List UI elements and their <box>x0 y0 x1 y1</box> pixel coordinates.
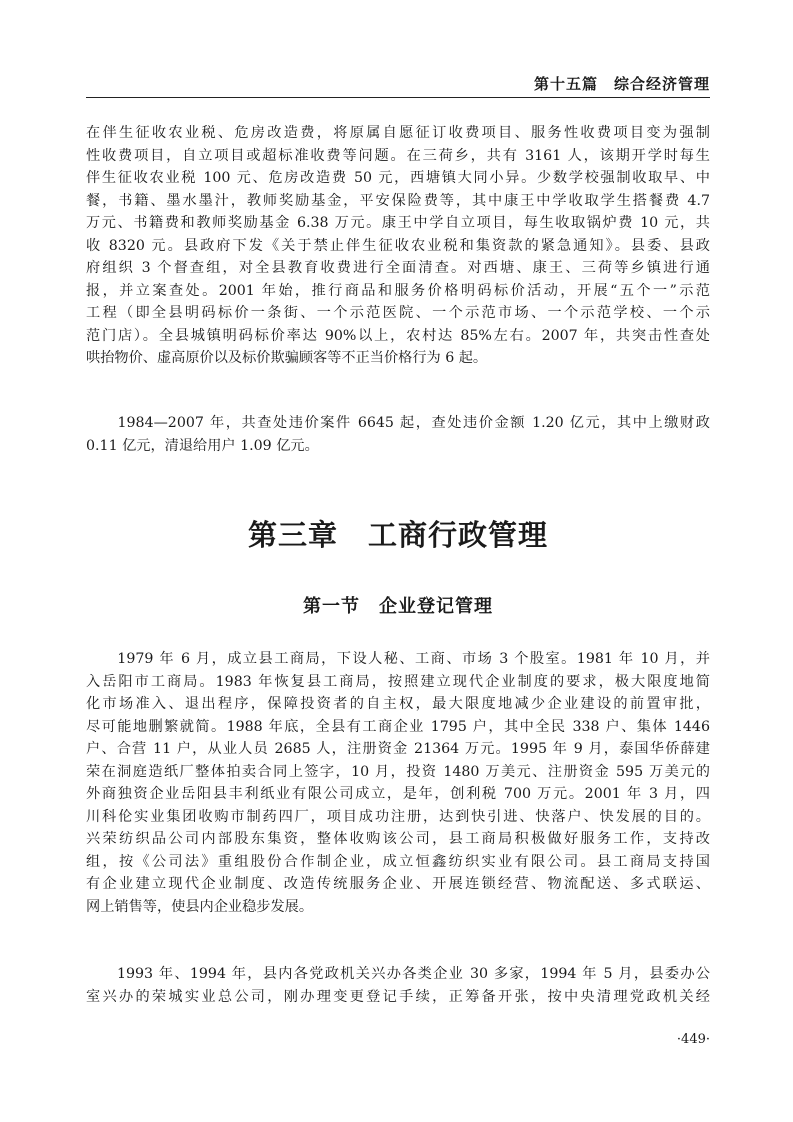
text-line: 1993 年、1994 年，县内各党政机关兴办各类企业 30 多家，1994 年 5 月，县委办公 <box>86 966 710 982</box>
text-line: 餐，书籍、墨水墨汁，教师奖励基金，平安保险费等，其中康王中学收取学生搭餐费 4.7 <box>86 192 710 209</box>
text-line: 有企业建立现代企业制度、改造传统服务企业、开展连锁经营、物流配送、多式联运、 <box>86 876 710 892</box>
text-line: 范门店）。全县城镇明码标价率达 90%以上，农村达 85%左右。2007 年，共突击性查处 <box>86 327 710 344</box>
text-line: 性收费项目，自立项目或超标准收费等问题。在三荷乡，共有 3161 人，该期开学时每生 <box>86 147 710 164</box>
text-line: 收 8320 元。县政府下发《关于禁止伴生征收农业税和集资款的紧急通知》。县委、县政 <box>86 237 710 254</box>
text-line: 组，按《公司法》重组股份合作制企业，成立恒鑫纺织实业有限公司。县工商局支持国 <box>86 853 710 870</box>
section-title: 第一节 企业登记管理 <box>303 596 493 617</box>
text-line: 1984—2007 年，共查处违价案件 6645 起，查处违价金额 1.20 亿元，其中上缴财政 <box>86 415 710 431</box>
text-line: 工程（即全县明码标价一条街、一个示范医院、一个示范市场、一个示范学校、一个示 <box>86 305 710 321</box>
text-line: 化市场准入、退出程序，保障投资者的自主权，最大限度地减少企业建设的前置审批， <box>86 696 710 712</box>
text-line: 入岳阳市工商局。1983 年恢复县工商局，按照建立现代企业制度的要求，极大限度地简 <box>86 673 710 690</box>
paragraph-party-enterprises <box>86 963 710 1008</box>
text-line: 兴荣纺织品公司内部股东集资，整体收购该公司，县工商局积极做好服务工作，支持改 <box>86 831 710 847</box>
paragraph-fees-inspection <box>86 122 710 370</box>
text-line: 室兴办的荣城实业总公司，刚办理变更登记手续，正筹备开张，按中央清理党政机关经 <box>86 988 710 1005</box>
paragraph-enterprise-registration <box>86 648 710 918</box>
chapter-title: 第三章 工商行政管理 <box>247 518 548 552</box>
header-divider <box>86 97 710 98</box>
text-line: 川科伦实业集团收购市制药四厂，项目成功注册，达到快引进、快落户、快发展的目的。 <box>86 808 710 825</box>
text-line: 伴生征收农业税 100 元、危房改造费 50 元，西塘镇大同小异。少数学校强制收取早、中 <box>86 170 710 186</box>
text-line: 0.11 亿元，清退给用户 1.09 亿元。 <box>86 437 319 454</box>
text-line: 报，并立案查处。2001 年始，推行商品和服务价格明码标价活动，开展“五个一”示范 <box>86 282 710 299</box>
page-number: ·449· <box>676 1032 710 1047</box>
text-line: 哄抬物价、虚高原价以及标价欺骗顾客等不正当价格行为 6 起。 <box>86 350 488 366</box>
text-line: 万元、书籍费和教师奖励基金 6.38 万元。康王中学自立项目，每生收取锅炉费 10 元，共 <box>86 215 710 231</box>
text-line: 在伴生征收农业税、危房改造费，将原属自愿征订收费项目、服务性收费项目变为强制 <box>86 125 710 141</box>
text-line: 外商独资企业岳阳县丰利纸业有限公司成立，是年，创利税 700 万元。2001 年 3 月，四 <box>86 786 710 802</box>
running-header: 第十五篇 综合经济管理 <box>533 75 710 93</box>
text-line: 户、合营 11 户，从业人员 2685 人，注册资金 21364 万元。1995 年 9 月，泰国华侨薛建 <box>86 741 710 757</box>
text-line: 网上销售等，使县内企业稳步发展。 <box>86 898 314 915</box>
paragraph-price-violations-summary <box>86 412 710 457</box>
text-line: 荣在洞庭造纸厂整体拍卖合同上签字，10 月，投资 1480 万美元、注册资金 595 万美元的 <box>86 763 710 780</box>
text-line: 府组织 3 个督查组，对全县教育收费进行全面清查。对西塘、康王、三荷等乡镇进行通 <box>86 260 710 276</box>
text-line: 1979 年 6 月，成立县工商局，下设人秘、工商、市场 3 个股室。1981 年 10 月，并 <box>86 651 710 667</box>
text-line: 尽可能地删繁就简。1988 年底，全县有工商企业 1795 户，其中全民 338 户、集体 1446 <box>86 718 710 735</box>
